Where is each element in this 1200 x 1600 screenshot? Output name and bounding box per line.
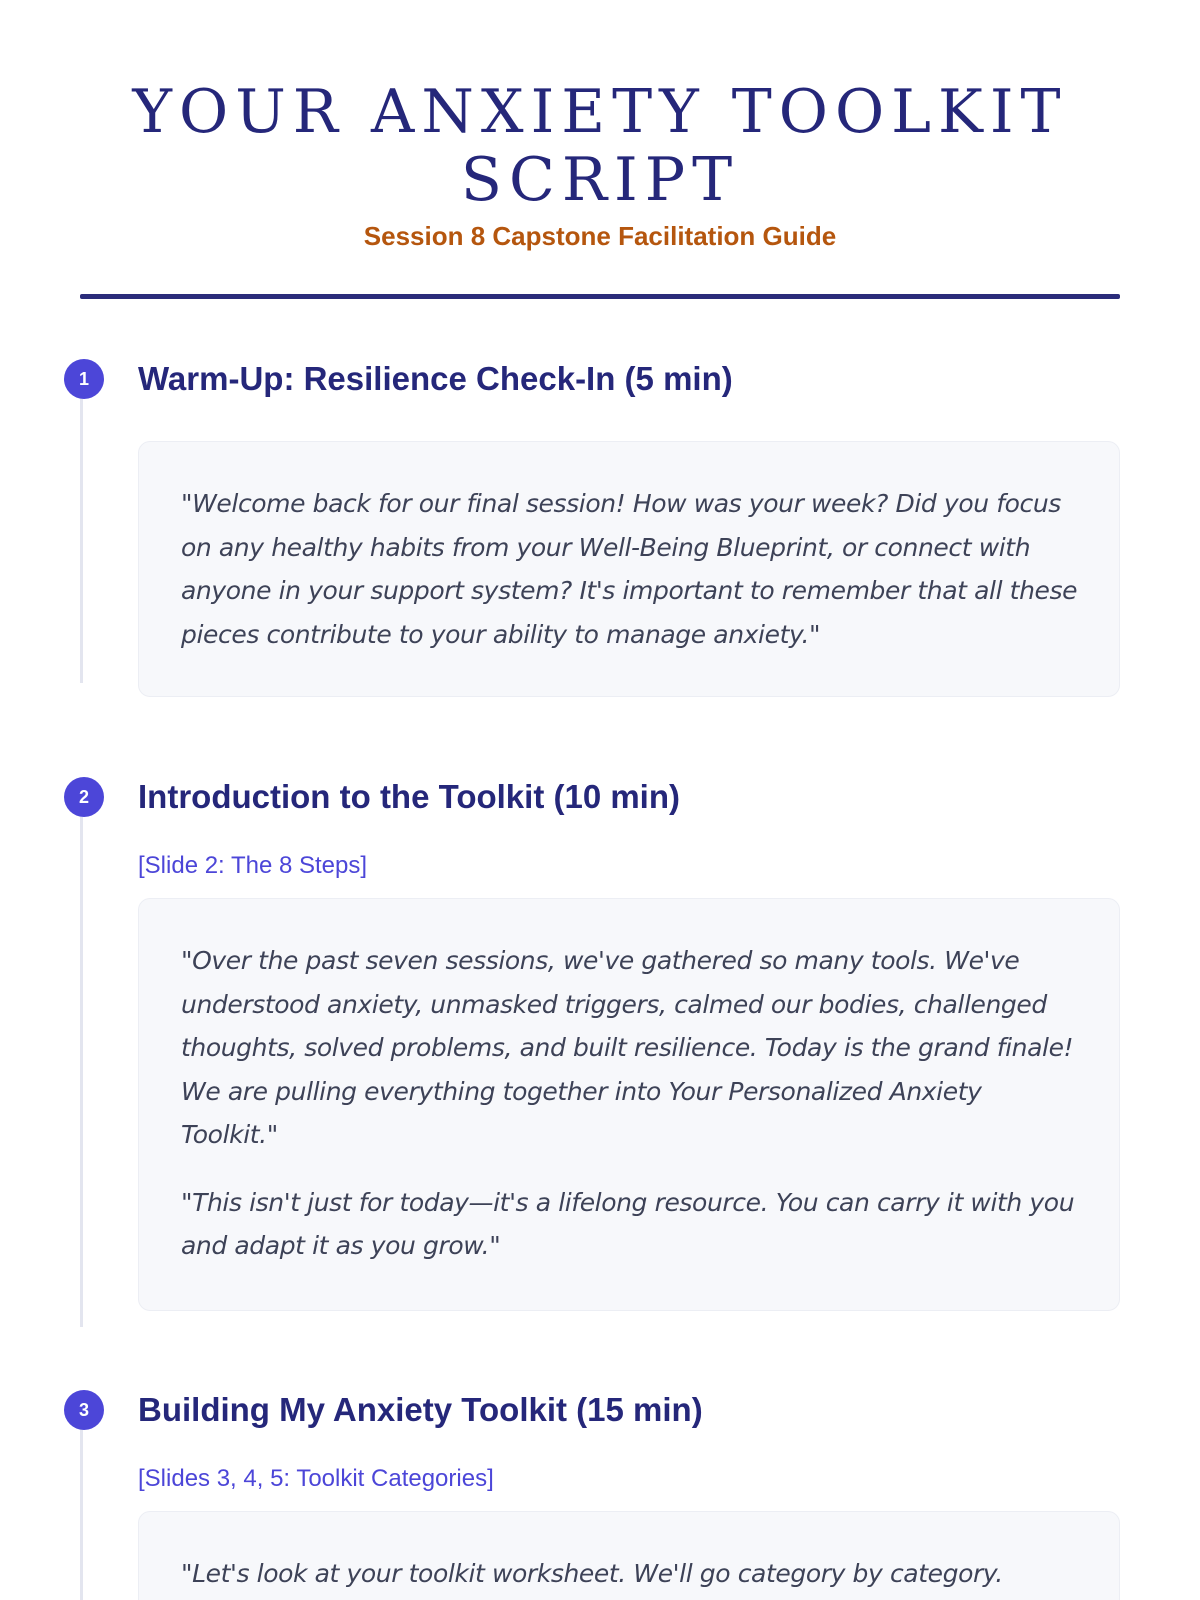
script-quote: "This isn't just for today—it's a lifelong resource. You can carry it with you and adapt it as you grow." [181,1187,1075,1260]
script-quote: "Let's look at your toolkit worksheet. We'll go category by category. [181,1559,1003,1588]
section-warm-up [60,359,1120,689]
step-number-badge: 3 [64,1390,104,1430]
document-title: YOUR ANXIETY TOOLKIT SCRIPT [132,77,1068,215]
section-introduction [60,777,1120,1317]
section-building-toolkit [60,1390,1120,1600]
header-divider [80,294,1120,299]
document-header [80,78,1120,252]
timeline-rail [80,797,83,1327]
section-title: Warm-Up: Resilience Check-In (5 min) [138,360,733,397]
script-card [138,441,1120,697]
timeline-rail [80,1410,83,1600]
section-title: Introduction to the Toolkit (10 min) [138,778,681,815]
slide-reference: [Slides 3, 4, 5: Toolkit Categories] [138,1465,494,1492]
document-subtitle: Session 8 Capstone Facilitation Guide [363,221,837,251]
script-quote: "Welcome back for our final session! How was your week? Did you focus on any healthy habits from your Well-Being Blueprint, or connect with anyone in your support system? It's important to remember that all these pieces contribute to your ability to manage anxiety." [181,489,1078,649]
script-card [138,1511,1120,1600]
timeline-rail [80,379,83,683]
step-number-badge: 1 [64,359,104,399]
section-title: Building My Anxiety Toolkit (15 min) [138,1391,703,1428]
script-quote: "Over the past seven sessions, we've gathered so many tools. We've understood anxiety, unmasked triggers, calmed our bodies, challenged thoughts, solved problems, and built resilience. Today is the grand finale! We are pulling everything together into Your Personalized Anxiety Toolkit." [181,946,1074,1149]
slide-reference: [Slide 2: The 8 Steps] [138,852,368,879]
step-number-badge: 2 [64,777,104,817]
script-card [138,898,1120,1311]
